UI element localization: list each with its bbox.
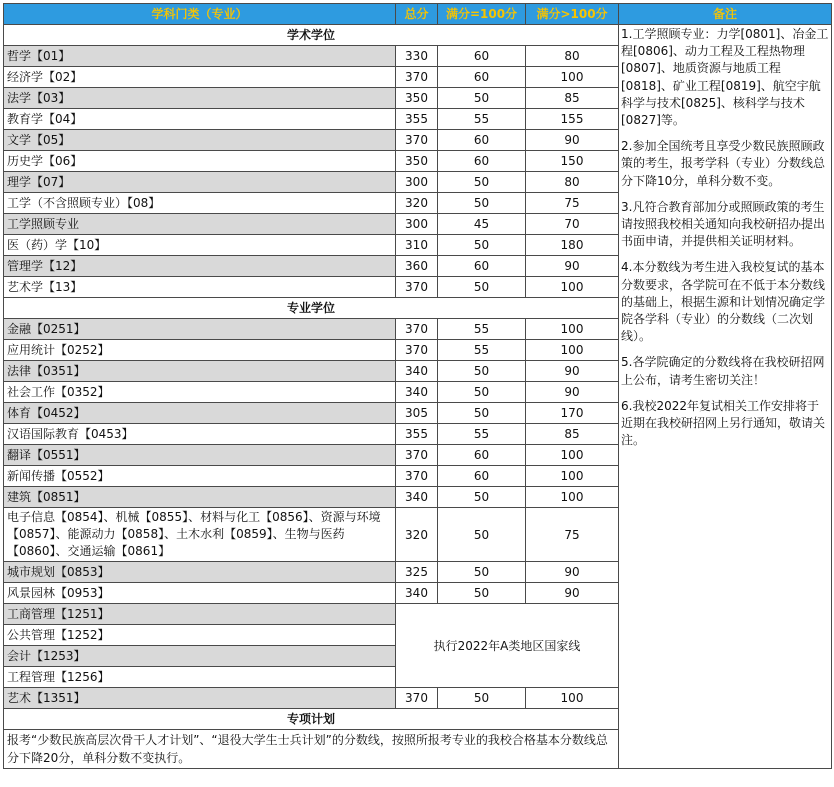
row-name: 艺术学【13】 [4, 277, 396, 298]
row-total: 360 [396, 256, 438, 277]
row-name: 应用统计【0252】 [4, 340, 396, 361]
row-name: 体育【0452】 [4, 403, 396, 424]
row-score-gt100: 90 [526, 256, 619, 277]
row-name: 公共管理【1252】 [4, 625, 396, 646]
row-name: 金融【0251】 [4, 319, 396, 340]
special-plan-text: 报考“少数民族高层次骨干人才计划”、“退役大学生士兵计划”的分数线，按照所报考专业的我校合格基本分数线总分下降20分，单科分数不变执行。 [4, 730, 619, 769]
row-score-eq100: 60 [438, 256, 526, 277]
row-total: 370 [396, 340, 438, 361]
row-name: 电子信息【0854】、机械【0855】、材料与化工【0856】、资源与环境【0857】、能源动力【0858】、土木水利【0859】、生物与医药【0860】、交通运输【0861】 [4, 508, 396, 562]
row-score-eq100: 50 [438, 403, 526, 424]
row-total: 370 [396, 319, 438, 340]
row-score-gt100: 80 [526, 172, 619, 193]
row-name: 工程管理【1256】 [4, 667, 396, 688]
row-score-gt100: 150 [526, 151, 619, 172]
row-name: 汉语国际教育【0453】 [4, 424, 396, 445]
row-total: 300 [396, 214, 438, 235]
row-score-eq100: 50 [438, 361, 526, 382]
row-score-gt100: 85 [526, 88, 619, 109]
row-score-gt100: 80 [526, 46, 619, 67]
row-score-eq100: 50 [438, 172, 526, 193]
note-item: 1.工学照顾专业：力学[0801]、冶金工程[0806]、动力工程及工程热物理[0807]、地质资源与地质工程[0818]、矿业工程[0819]、航空宇航科学与技术[0825]、核科学与技术[0827]等。 [621, 27, 829, 128]
row-score-eq100: 60 [438, 130, 526, 151]
row-name: 社会工作【0352】 [4, 382, 396, 403]
row-score-eq100: 50 [438, 562, 526, 583]
row-score-gt100: 180 [526, 235, 619, 256]
row-score-gt100: 90 [526, 382, 619, 403]
row-score-eq100: 55 [438, 319, 526, 340]
row-name: 建筑【0851】 [4, 487, 396, 508]
row-total: 340 [396, 487, 438, 508]
row-name: 城市规划【0853】 [4, 562, 396, 583]
row-total: 355 [396, 109, 438, 130]
row-score-eq100: 50 [438, 583, 526, 604]
row-total: 350 [396, 151, 438, 172]
row-total: 300 [396, 172, 438, 193]
section-special: 专项计划 [4, 709, 619, 730]
note-item: 2.参加全国统考且享受少数民族照顾政策的考生，报考学科（专业）分数线总分下降10分，单科分数不变。 [621, 139, 826, 188]
row-score-gt100: 100 [526, 466, 619, 487]
row-score-eq100: 50 [438, 508, 526, 562]
row-name: 理学【07】 [4, 172, 396, 193]
row-total: 370 [396, 688, 438, 709]
row-total: 340 [396, 583, 438, 604]
notes-cell [619, 25, 832, 769]
row-score-gt100: 70 [526, 214, 619, 235]
row-score-gt100: 75 [526, 508, 619, 562]
row-score-gt100: 100 [526, 319, 619, 340]
row-score-gt100: 100 [526, 67, 619, 88]
note-item: 6.我校2022年复试相关工作安排将于近期在我校研招网上另行通知，敬请关注。 [621, 398, 826, 448]
row-score-eq100: 50 [438, 193, 526, 214]
row-score-eq100: 55 [438, 340, 526, 361]
row-total: 370 [396, 466, 438, 487]
row-score-gt100: 90 [526, 361, 619, 382]
row-total: 370 [396, 67, 438, 88]
row-total: 350 [396, 88, 438, 109]
row-score-gt100: 100 [526, 688, 619, 709]
row-score-eq100: 45 [438, 214, 526, 235]
row-score-eq100: 50 [438, 688, 526, 709]
note-item: 5.各学院确定的分数线将在我校研招网上公布，请考生密切关注！ [621, 355, 825, 387]
row-name: 经济学【02】 [4, 67, 396, 88]
row-score-eq100: 60 [438, 67, 526, 88]
merged-national-line: 执行2022年A类地区国家线 [396, 604, 619, 688]
row-total: 305 [396, 403, 438, 424]
row-total: 370 [396, 445, 438, 466]
row-name: 风景园林【0953】 [4, 583, 396, 604]
row-score-eq100: 50 [438, 277, 526, 298]
row-name: 哲学【01】 [4, 46, 396, 67]
row-score-gt100: 90 [526, 583, 619, 604]
row-name: 教育学【04】 [4, 109, 396, 130]
row-score-eq100: 60 [438, 46, 526, 67]
row-score-gt100: 100 [526, 487, 619, 508]
row-total: 320 [396, 508, 438, 562]
row-name: 工学照顾专业 [4, 214, 396, 235]
row-name: 工商管理【1251】 [4, 604, 396, 625]
row-total: 330 [396, 46, 438, 67]
row-score-gt100: 90 [526, 130, 619, 151]
row-score-eq100: 60 [438, 445, 526, 466]
row-score-gt100: 100 [526, 340, 619, 361]
row-score-eq100: 60 [438, 466, 526, 487]
row-name: 医（药）学【10】 [4, 235, 396, 256]
row-total: 320 [396, 193, 438, 214]
row-score-eq100: 55 [438, 424, 526, 445]
row-total: 370 [396, 130, 438, 151]
row-name: 法学【03】 [4, 88, 396, 109]
row-name: 历史学【06】 [4, 151, 396, 172]
row-name: 艺术【1351】 [4, 688, 396, 709]
row-score-gt100: 90 [526, 562, 619, 583]
row-total: 340 [396, 361, 438, 382]
header-score-gt100: 满分>100分 [526, 4, 619, 25]
row-total: 355 [396, 424, 438, 445]
header-notes: 备注 [619, 4, 832, 25]
row-score-eq100: 50 [438, 235, 526, 256]
row-total: 370 [396, 277, 438, 298]
row-score-eq100: 50 [438, 382, 526, 403]
row-score-gt100: 155 [526, 109, 619, 130]
row-total: 310 [396, 235, 438, 256]
row-score-eq100: 50 [438, 88, 526, 109]
row-score-gt100: 170 [526, 403, 619, 424]
row-total: 340 [396, 382, 438, 403]
header-category: 学科门类（专业） [4, 4, 396, 25]
section-academic: 学术学位 [4, 25, 619, 46]
row-name: 工学（不含照顾专业）【08】 [4, 193, 396, 214]
score-table [3, 3, 832, 769]
row-name: 会计【1253】 [4, 646, 396, 667]
header-total: 总分 [396, 4, 438, 25]
row-name: 管理学【12】 [4, 256, 396, 277]
section-professional: 专业学位 [4, 298, 619, 319]
note-item: 4.本分数线为考生进入我校复试的基本分数要求，各学院可在不低于本分数线的基础上，根据生源和计划情况确定学院各学科（专业）的分数线（二次划线）。 [621, 260, 826, 344]
row-total: 325 [396, 562, 438, 583]
row-name: 文学【05】 [4, 130, 396, 151]
row-score-gt100: 100 [526, 277, 619, 298]
row-score-eq100: 55 [438, 109, 526, 130]
row-score-eq100: 50 [438, 487, 526, 508]
row-score-gt100: 85 [526, 424, 619, 445]
row-name: 翻译【0551】 [4, 445, 396, 466]
row-name: 法律【0351】 [4, 361, 396, 382]
note-item: 3.凡符合教育部加分或照顾政策的考生请按照我校相关通知向我校研招办提出书面申请，并提供相关证明材料。 [621, 199, 826, 249]
row-score-gt100: 75 [526, 193, 619, 214]
header-score-eq100: 满分=100分 [438, 4, 526, 25]
row-name: 新闻传播【0552】 [4, 466, 396, 487]
row-score-eq100: 60 [438, 151, 526, 172]
row-score-gt100: 100 [526, 445, 619, 466]
